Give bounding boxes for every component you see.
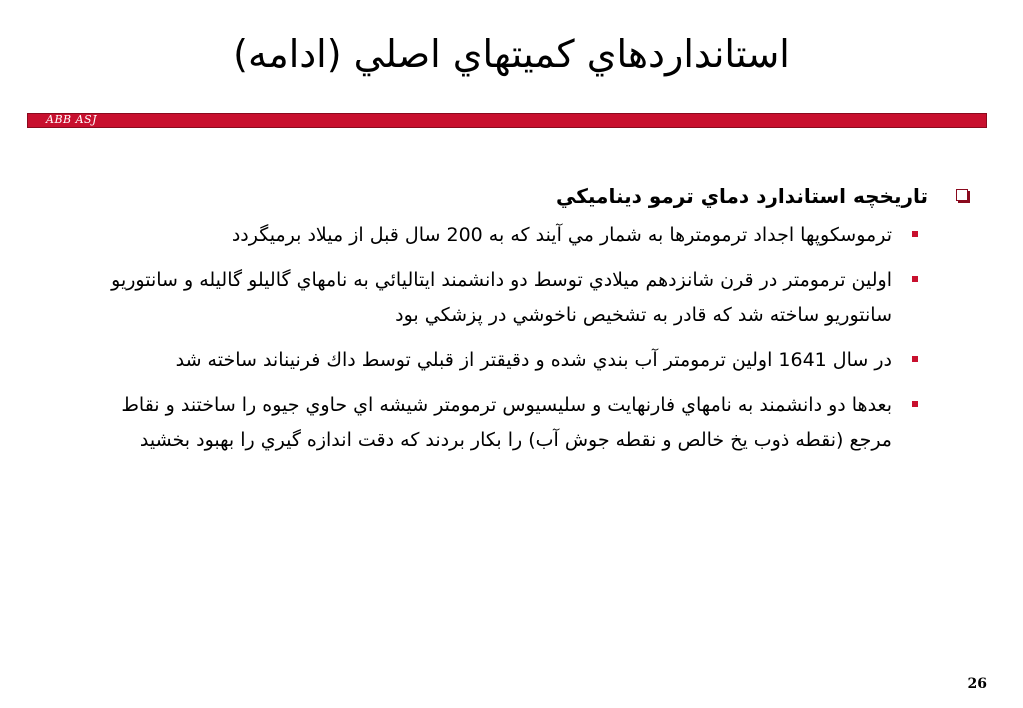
square-bullet-icon xyxy=(912,231,918,237)
bullet-item xyxy=(80,263,970,333)
square-bullet-icon xyxy=(912,356,918,362)
section-heading xyxy=(80,178,970,214)
header-divider-bar xyxy=(27,113,987,128)
bullet-text: در سال 1641 اولين ترمومتر آب بندي شده و دقيقتر از قبلي توسط داك فرنيناند ساخته شد xyxy=(175,349,892,371)
slide-title: استانداردهاي كميتهاي اصلي (ادامه) xyxy=(233,32,790,76)
checkbox-icon xyxy=(956,189,968,201)
square-bullet-icon xyxy=(912,276,918,282)
section-heading-text: تاريخچه استاندارد دماي ترمو ديناميكي xyxy=(556,184,928,208)
square-bullet-icon xyxy=(912,401,918,407)
bullet-item xyxy=(80,218,970,253)
bullet-list xyxy=(80,218,970,458)
bullet-text: ترموسكوپها اجداد ترمومترها به شمار مي آيند كه به 200 سال قبل از ميلاد برميگردد xyxy=(231,224,892,246)
bullet-text: بعدها دو دانشمند به نامهاي فارنهايت و سليسيوس ترمومتر شيشه اي حاوي جيوه را ساختند و نقاط مرجع (نقطه ذوب يخ خالص و نقطه جوش آب) را بكار بردند كه دقت اندازه گيري را بهبود بخشيد xyxy=(121,394,892,451)
slide-content xyxy=(80,178,970,468)
page-number: 26 xyxy=(967,676,987,692)
bullet-item xyxy=(80,388,970,458)
bullet-item xyxy=(80,343,970,378)
bullet-text: اولين ترمومتر در قرن شانزدهم ميلادي توسط دو دانشمند ايتاليائي به نامهاي گاليلو گاليله و سانتوريو سانتوريو ساخته شد كه قادر به تشخيص ناخوشي در پزشكي بود xyxy=(111,269,892,326)
logo-mark: ABB ASJ xyxy=(46,113,97,126)
